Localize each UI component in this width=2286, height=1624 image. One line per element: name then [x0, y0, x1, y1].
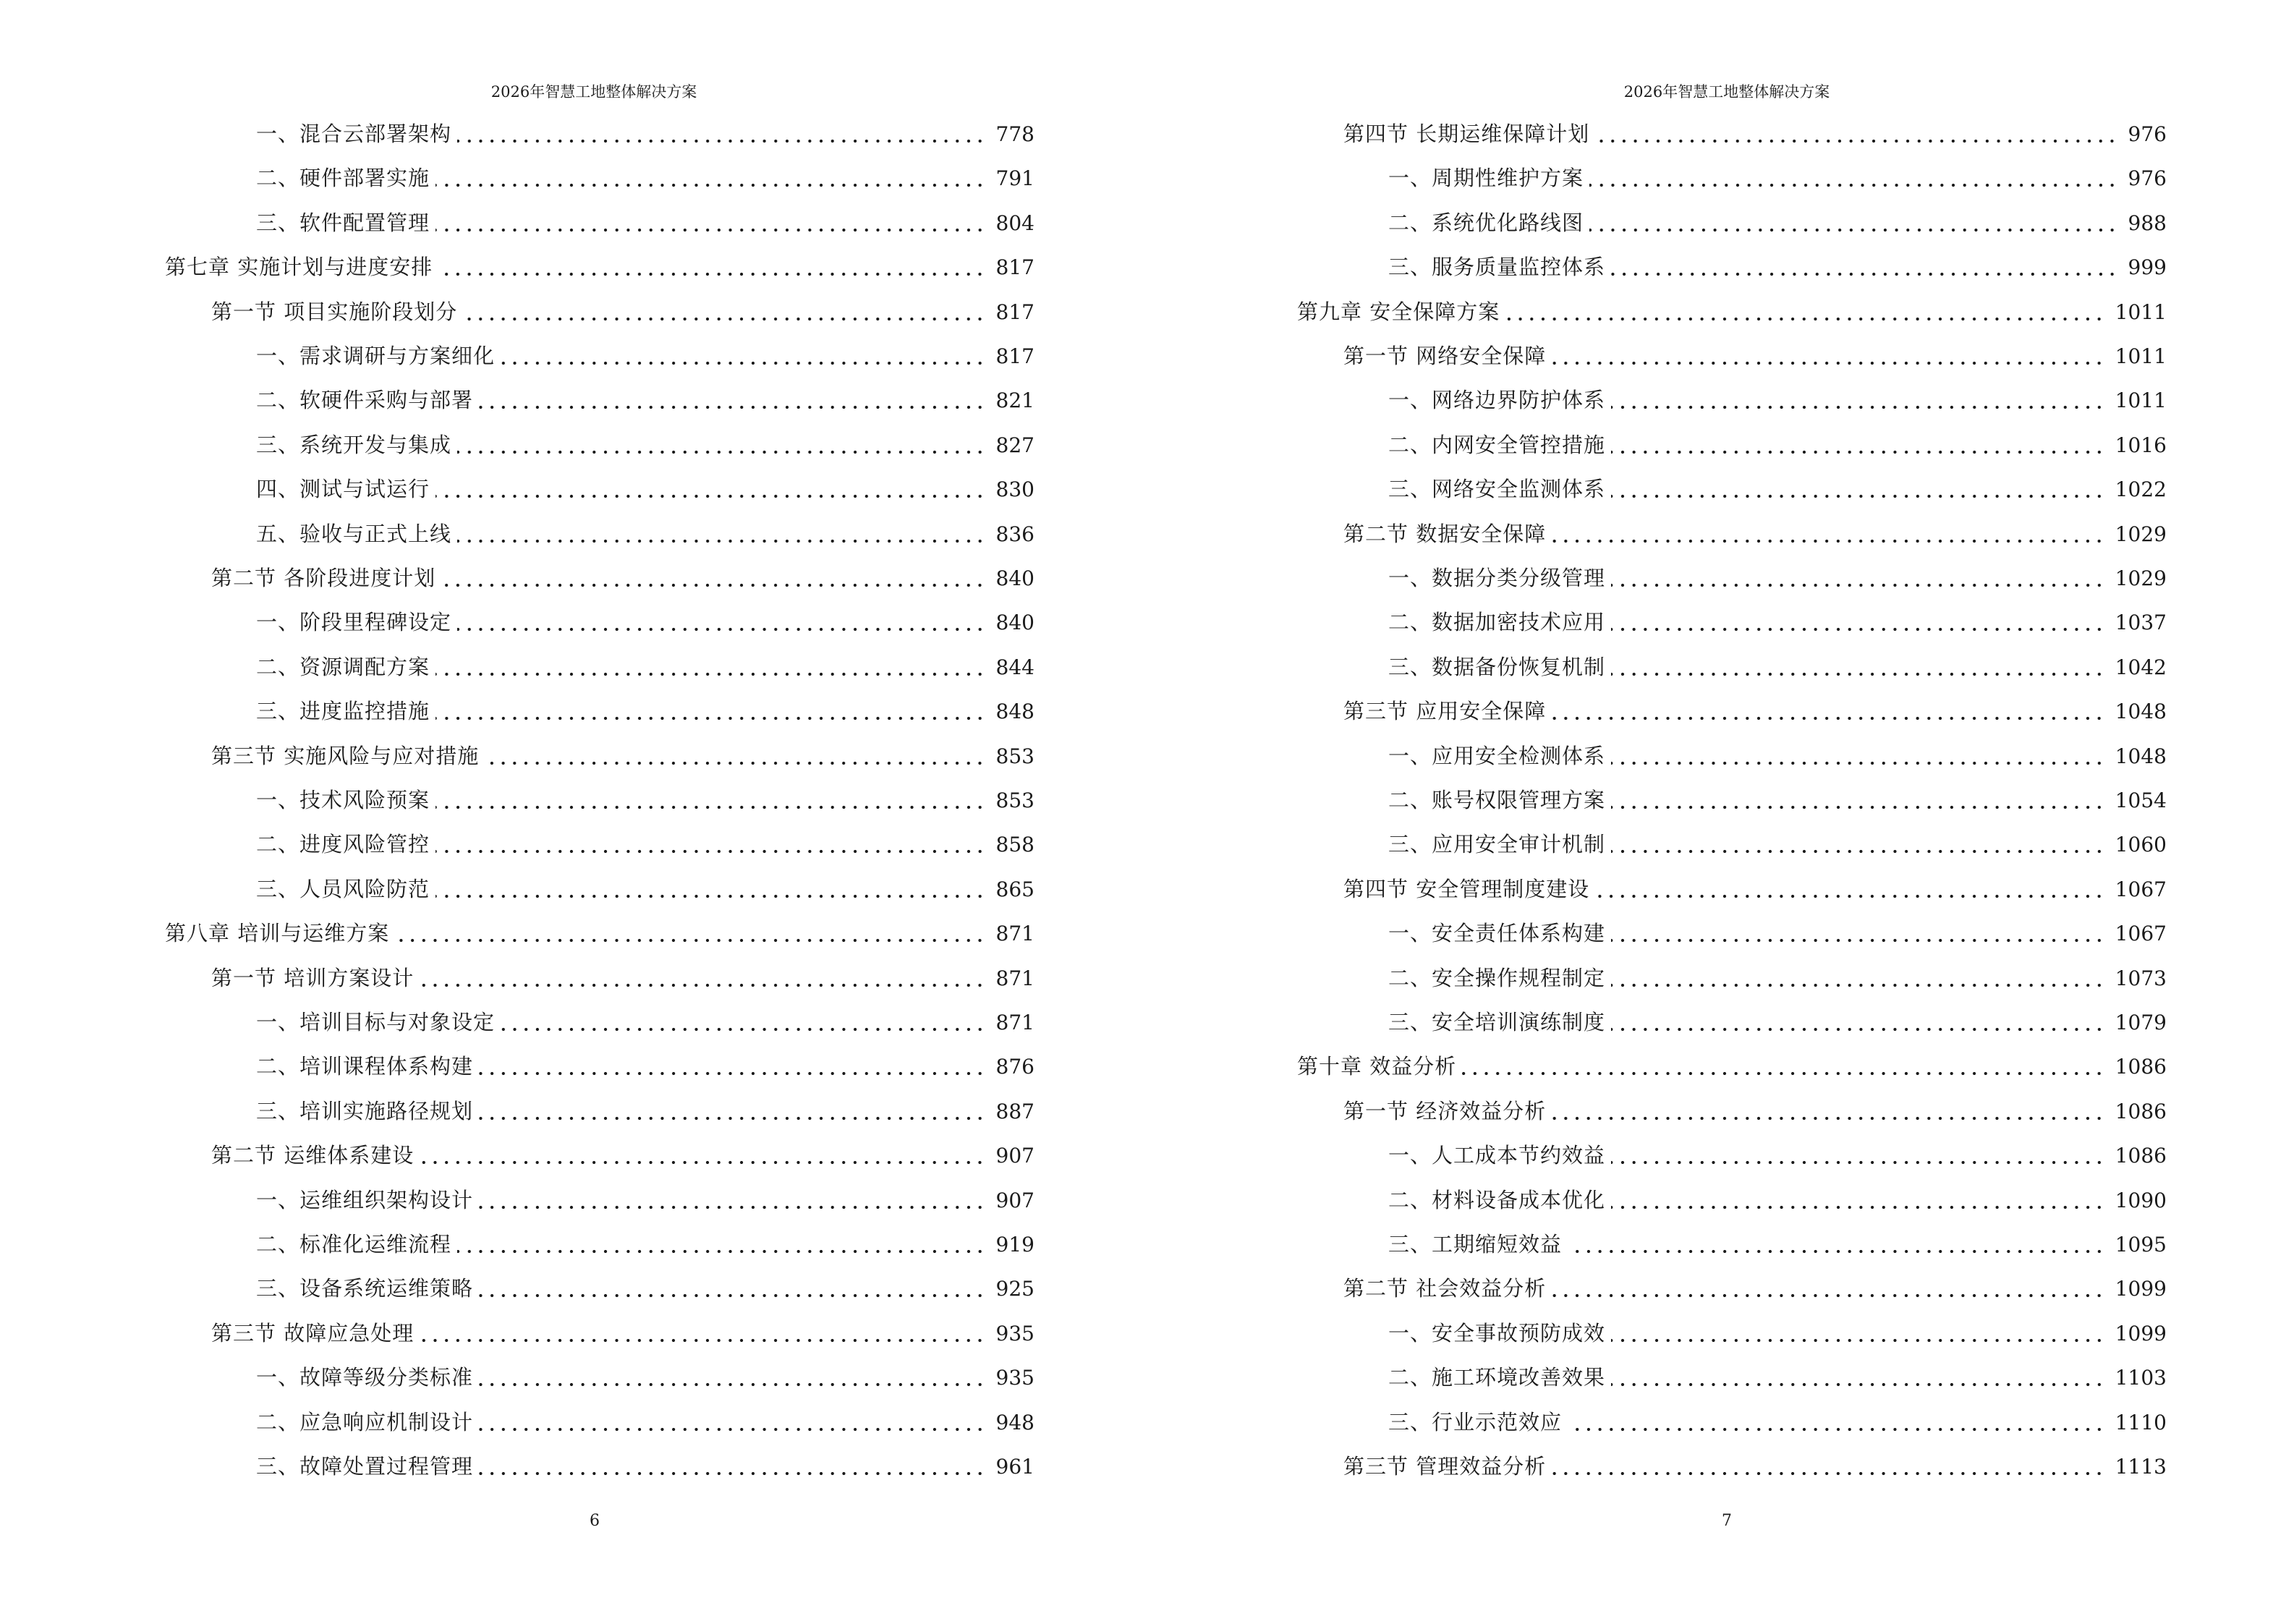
- toc-entry-title: 一、数据分类分级管理: [1388, 566, 1606, 590]
- toc-entry-page-number: 1011: [2115, 299, 2167, 324]
- toc-section-entry[interactable]: [1343, 695, 2167, 727]
- dot-leader: [438, 272, 985, 276]
- toc-entry-title: 第二节 各阶段进度计划: [211, 566, 436, 590]
- dot-leader: [457, 450, 986, 454]
- toc-subsection-entry[interactable]: [1388, 962, 2167, 994]
- dot-leader: [1611, 849, 2105, 854]
- toc-entry-page-number: 821: [995, 388, 1034, 413]
- toc-entry-page-number: 817: [995, 344, 1034, 368]
- toc-entry-title: 第三节 管理效益分析: [1343, 1454, 1547, 1479]
- toc-subsection-entry[interactable]: [256, 1184, 1034, 1216]
- toc-entry-page-number: 1103: [2115, 1366, 2167, 1390]
- dot-leader: [435, 805, 986, 809]
- toc-entry-page-number: 1086: [2115, 1055, 2167, 1079]
- dot-leader: [1611, 1205, 2105, 1210]
- toc-entry-page-number: 1048: [2115, 744, 2167, 768]
- toc-subsection-entry[interactable]: [256, 1272, 1034, 1304]
- dot-leader: [435, 716, 986, 720]
- toc-chapter-entry[interactable]: [1297, 296, 2167, 328]
- toc-entry-title: 第四节 安全管理制度建设: [1343, 876, 1590, 901]
- toc-entry-title: 二、系统优化路线图: [1388, 210, 1584, 235]
- toc-entry-page-number: 1110: [2115, 1410, 2167, 1434]
- toc-entry-page-number: 1029: [2115, 566, 2167, 590]
- dot-leader: [1552, 1293, 2105, 1298]
- toc-subsection-entry[interactable]: [256, 162, 1034, 194]
- toc-entry-page-number: 887: [995, 1099, 1034, 1123]
- toc-entry-title: 二、硬件部署实施: [256, 166, 430, 191]
- toc-subsection-entry[interactable]: [256, 1228, 1034, 1260]
- toc-subsection-entry[interactable]: [256, 207, 1034, 239]
- dot-leader: [435, 672, 986, 676]
- dot-leader: [457, 539, 986, 543]
- dot-leader: [1611, 627, 2105, 632]
- toc-entry-page-number: 948: [995, 1410, 1034, 1434]
- dot-leader: [457, 627, 986, 632]
- toc-subsection-entry[interactable]: [256, 1095, 1034, 1127]
- toc-entry-title: 一、应用安全检测体系: [1388, 743, 1606, 768]
- toc-entry-title: 四、测试与试运行: [256, 477, 430, 502]
- page-number: 6: [590, 1512, 600, 1530]
- dot-leader: [420, 1160, 985, 1165]
- toc-entry-title: 二、标准化运维流程: [256, 1232, 452, 1257]
- dot-leader: [1611, 583, 2105, 587]
- dot-leader: [435, 894, 986, 898]
- dot-leader: [1611, 494, 2105, 498]
- dot-leader: [479, 1427, 986, 1432]
- toc-entry-page-number: 1113: [2115, 1455, 2167, 1479]
- dot-leader: [1611, 1382, 2105, 1387]
- toc-entry-title: 二、应急响应机制设计: [256, 1409, 474, 1434]
- toc-entry-page-number: 1029: [2115, 522, 2167, 546]
- dot-leader: [501, 1027, 986, 1032]
- toc-entry-title: 三、安全培训演练制度: [1388, 1010, 1606, 1034]
- dot-leader: [457, 139, 986, 143]
- dot-leader: [479, 1116, 986, 1121]
- toc-entry-title: 一、人工成本节约效益: [1388, 1143, 1606, 1168]
- dot-leader: [1611, 450, 2105, 454]
- toc-entry-title: 一、技术风险预案: [256, 788, 430, 812]
- dot-leader: [1611, 1160, 2105, 1165]
- toc-subsection-entry[interactable]: [1388, 651, 2167, 683]
- toc-subsection-entry[interactable]: [256, 606, 1034, 638]
- toc-entry-title: 三、数据备份恢复机制: [1388, 654, 1606, 679]
- dot-leader: [1552, 716, 2105, 720]
- toc-entry-title: 一、培训目标与对象设定: [256, 1010, 496, 1034]
- toc-section-entry[interactable]: [1343, 1450, 2167, 1482]
- toc-entry-title: 第七章 实施计划与进度安排: [165, 255, 433, 280]
- toc-entry-page-number: 804: [995, 211, 1034, 235]
- toc-entry-title: 一、运维组织架构设计: [256, 1187, 474, 1212]
- toc-entry-page-number: 1054: [2115, 788, 2167, 812]
- toc-entry-title: 二、资源调配方案: [256, 654, 430, 679]
- dot-leader: [1552, 1116, 2105, 1121]
- toc-entry-page-number: 778: [995, 122, 1034, 146]
- toc-subsection-entry[interactable]: [256, 1450, 1034, 1482]
- toc-subsection-entry[interactable]: [1388, 207, 2167, 239]
- toc-subsection-entry[interactable]: [1388, 784, 2167, 816]
- toc-subsection-entry[interactable]: [256, 1406, 1034, 1438]
- toc-section-entry[interactable]: [1343, 1095, 2167, 1127]
- dot-leader: [1595, 894, 2105, 898]
- toc-entry-title: 二、安全操作规程制定: [1388, 965, 1606, 990]
- toc-entry-title: 一、混合云部署架构: [256, 122, 452, 146]
- toc-entry-title: 二、施工环境改善效果: [1388, 1365, 1606, 1390]
- running-header: 2026年智慧工地整体解决方案: [490, 83, 697, 101]
- toc-subsection-entry[interactable]: [1388, 828, 2167, 860]
- toc-subsection-entry[interactable]: [256, 340, 1034, 372]
- toc-entry-title: 第三节 应用安全保障: [1343, 699, 1547, 724]
- toc-entry-title: 三、服务质量监控体系: [1388, 255, 1606, 280]
- toc-entry-page-number: 1099: [2115, 1321, 2167, 1345]
- toc-subsection-entry[interactable]: [1388, 1406, 2167, 1438]
- toc-subsection-entry[interactable]: [1388, 740, 2167, 772]
- toc-entry-page-number: 907: [995, 1144, 1034, 1168]
- toc-entry-page-number: 1099: [2115, 1277, 2167, 1301]
- toc-entry-page-number: 853: [995, 744, 1034, 768]
- toc-entry-title: 一、阶段里程碑设定: [256, 610, 452, 635]
- toc-entry-title: 第一节 网络安全保障: [1343, 344, 1547, 368]
- toc-entry-page-number: 1086: [2115, 1099, 2167, 1123]
- toc-entry-page-number: 836: [995, 522, 1034, 546]
- toc-entry-title: 第三节 故障应急处理: [211, 1320, 415, 1345]
- toc-section-entry[interactable]: [211, 740, 1034, 772]
- toc-subsection-entry[interactable]: [256, 518, 1034, 550]
- toc-entry-page-number: 935: [995, 1366, 1034, 1390]
- toc-entry-title: 第一节 项目实施阶段划分: [211, 299, 458, 324]
- toc-entry-title: 一、需求调研与方案细化: [256, 344, 496, 368]
- dot-leader: [1552, 1471, 2105, 1476]
- toc-entry-title: 第二节 运维体系建设: [211, 1143, 415, 1168]
- toc-entry-page-number: 961: [995, 1455, 1034, 1479]
- toc-entry-title: 二、材料设备成本优化: [1388, 1187, 1606, 1212]
- dot-leader: [420, 1338, 985, 1343]
- toc-entry-title: 第二节 数据安全保障: [1343, 521, 1547, 546]
- toc-entry-page-number: 976: [2128, 166, 2167, 191]
- toc-list: [1132, 0, 2275, 1624]
- dot-leader: [479, 1382, 986, 1387]
- page-number: 7: [1722, 1512, 1732, 1530]
- dot-leader: [395, 938, 985, 943]
- toc-entry-title: 三、工期缩短效益: [1388, 1232, 1563, 1257]
- dot-leader: [463, 317, 985, 321]
- toc-entry-page-number: 791: [995, 166, 1034, 191]
- toc-entry-page-number: 817: [995, 255, 1034, 280]
- dot-leader: [435, 183, 986, 187]
- toc-entry-page-number: 1060: [2115, 833, 2167, 857]
- toc-subsection-entry[interactable]: [256, 873, 1034, 905]
- toc-entry-page-number: 871: [995, 1011, 1034, 1034]
- toc-page-right: [1132, 0, 2275, 1624]
- toc-subsection-entry[interactable]: [256, 828, 1034, 860]
- toc-subsection-entry[interactable]: [256, 473, 1034, 505]
- toc-entry-page-number: 925: [995, 1277, 1034, 1301]
- toc-section-entry[interactable]: [1343, 873, 2167, 905]
- dot-leader: [1595, 139, 2117, 143]
- dot-leader: [1568, 1249, 2105, 1254]
- dot-leader: [1505, 317, 2105, 321]
- toc-entry-page-number: 907: [995, 1188, 1034, 1212]
- dot-leader: [1611, 983, 2105, 987]
- dot-leader: [1611, 272, 2118, 276]
- dot-leader: [435, 494, 986, 498]
- toc-subsection-entry[interactable]: [1388, 917, 2167, 949]
- toc-entry-page-number: 1011: [2115, 388, 2167, 413]
- toc-entry-title: 二、进度风险管控: [256, 832, 430, 857]
- toc-subsection-entry[interactable]: [1388, 384, 2167, 416]
- toc-entry-page-number: 844: [995, 655, 1034, 679]
- toc-entry-title: 二、培训课程体系构建: [256, 1054, 474, 1079]
- dot-leader: [1552, 361, 2105, 365]
- toc-subsection-entry[interactable]: [1388, 1361, 2167, 1393]
- toc-section-entry[interactable]: [211, 962, 1034, 994]
- toc-entry-page-number: 865: [995, 877, 1034, 901]
- toc-entry-title: 第一节 培训方案设计: [211, 965, 415, 990]
- toc-entry-title: 第二节 社会效益分析: [1343, 1276, 1547, 1301]
- toc-entry-page-number: 1090: [2115, 1188, 2167, 1212]
- toc-entry-page-number: 848: [995, 700, 1034, 724]
- toc-entry-page-number: 1073: [2115, 966, 2167, 990]
- toc-subsection-entry[interactable]: [1388, 1139, 2167, 1171]
- toc-entry-page-number: 853: [995, 788, 1034, 812]
- toc-subsection-entry[interactable]: [256, 784, 1034, 816]
- dot-leader: [1552, 539, 2105, 543]
- toc-subsection-entry[interactable]: [256, 429, 1034, 461]
- toc-subsection-entry[interactable]: [256, 1050, 1034, 1082]
- toc-entry-title: 二、软硬件采购与部署: [256, 388, 474, 413]
- dot-leader: [479, 1071, 986, 1076]
- toc-entry-page-number: 1042: [2115, 655, 2167, 679]
- toc-subsection-entry[interactable]: [1388, 251, 2167, 283]
- dot-leader: [1611, 1338, 2105, 1343]
- toc-entry-title: 一、故障等级分类标准: [256, 1365, 474, 1390]
- toc-entry-page-number: 1067: [2115, 922, 2167, 946]
- toc-entry-page-number: 1079: [2115, 1011, 2167, 1034]
- toc-entry-page-number: 919: [995, 1233, 1034, 1257]
- dot-leader: [479, 1293, 986, 1298]
- toc-subsection-entry[interactable]: [1388, 1006, 2167, 1038]
- toc-subsection-entry[interactable]: [256, 118, 1034, 150]
- toc-entry-title: 五、验收与正式上线: [256, 521, 452, 546]
- toc-subsection-entry[interactable]: [1388, 606, 2167, 638]
- toc-section-entry[interactable]: [1343, 340, 2167, 372]
- toc-entry-title: 第九章 安全保障方案: [1297, 299, 1500, 324]
- toc-entry-page-number: 876: [995, 1055, 1034, 1079]
- toc-entry-title: 三、软件配置管理: [256, 210, 430, 235]
- dot-leader: [1568, 1427, 2105, 1432]
- toc-entry-title: 三、设备系统运维策略: [256, 1276, 474, 1301]
- toc-subsection-entry[interactable]: [256, 1006, 1034, 1038]
- toc-subsection-entry[interactable]: [1388, 1317, 2167, 1349]
- toc-subsection-entry[interactable]: [1388, 162, 2167, 194]
- toc-entry-title: 一、网络边界防护体系: [1388, 388, 1606, 413]
- toc-subsection-entry[interactable]: [1388, 473, 2167, 505]
- dot-leader: [479, 1471, 986, 1476]
- toc-subsection-entry[interactable]: [1388, 1228, 2167, 1260]
- toc-chapter-entry[interactable]: [165, 251, 1034, 283]
- toc-entry-title: 第三节 实施风险与应对措施: [211, 743, 480, 768]
- toc-entry-page-number: 871: [995, 922, 1034, 946]
- toc-entry-page-number: 988: [2128, 211, 2167, 235]
- toc-entry-title: 三、应用安全审计机制: [1388, 832, 1606, 857]
- dot-leader: [1462, 1071, 2105, 1076]
- toc-subsection-entry[interactable]: [256, 1361, 1034, 1393]
- toc-entry-page-number: 840: [995, 566, 1034, 590]
- toc-subsection-entry[interactable]: [1388, 429, 2167, 461]
- dot-leader: [1611, 1027, 2105, 1032]
- dot-leader: [457, 1249, 986, 1254]
- toc-section-entry[interactable]: [211, 1139, 1034, 1171]
- toc-entry-title: 二、账号权限管理方案: [1388, 788, 1606, 812]
- toc-entry-page-number: 976: [2128, 122, 2167, 146]
- toc-section-entry[interactable]: [1343, 1272, 2167, 1304]
- toc-section-entry[interactable]: [1343, 518, 2167, 550]
- toc-entry-title: 二、数据加密技术应用: [1388, 610, 1606, 635]
- toc-entry-page-number: 1067: [2115, 877, 2167, 901]
- dot-leader: [1611, 805, 2105, 809]
- toc-entry-page-number: 871: [995, 966, 1034, 990]
- dot-leader: [1611, 672, 2105, 676]
- dot-leader: [1611, 938, 2105, 943]
- toc-entry-title: 三、培训实施路径规划: [256, 1098, 474, 1123]
- toc-chapter-entry[interactable]: [165, 917, 1034, 949]
- toc-entry-page-number: 1011: [2115, 344, 2167, 368]
- toc-entry-page-number: 830: [995, 477, 1034, 502]
- toc-entry-page-number: 858: [995, 833, 1034, 857]
- dot-leader: [435, 849, 986, 854]
- toc-entry-title: 第四节 长期运维保障计划: [1343, 122, 1590, 146]
- dot-leader: [435, 228, 986, 232]
- toc-section-entry[interactable]: [1343, 118, 2167, 150]
- toc-entry-title: 三、系统开发与集成: [256, 432, 452, 457]
- dot-leader: [441, 583, 985, 587]
- toc-entry-title: 第八章 培训与运维方案: [165, 921, 390, 946]
- toc-entry-page-number: 935: [995, 1321, 1034, 1345]
- toc-subsection-entry[interactable]: [256, 384, 1034, 416]
- dot-leader: [479, 405, 986, 409]
- toc-entry-page-number: 817: [995, 299, 1034, 324]
- dot-leader: [1611, 761, 2105, 765]
- dot-leader: [420, 983, 985, 987]
- dot-leader: [485, 761, 985, 765]
- toc-entry-title: 第一节 经济效益分析: [1343, 1098, 1547, 1123]
- toc-entry-title: 一、安全责任体系构建: [1388, 921, 1606, 946]
- toc-entry-page-number: 1016: [2115, 433, 2167, 457]
- toc-entry-title: 一、安全事故预防成效: [1388, 1320, 1606, 1345]
- toc-entry-page-number: 1048: [2115, 700, 2167, 724]
- toc-entry-title: 三、人员风险防范: [256, 876, 430, 901]
- toc-section-entry[interactable]: [211, 562, 1034, 594]
- dot-leader: [1589, 228, 2118, 232]
- toc-entry-page-number: 840: [995, 611, 1034, 635]
- dot-leader: [1611, 405, 2105, 409]
- toc-subsection-entry[interactable]: [256, 651, 1034, 683]
- dot-leader: [1589, 183, 2118, 187]
- toc-entry-title: 三、进度监控措施: [256, 699, 430, 724]
- dot-leader: [501, 361, 986, 365]
- toc-entry-page-number: 1037: [2115, 611, 2167, 635]
- toc-entry-title: 三、故障处置过程管理: [256, 1454, 474, 1479]
- toc-subsection-entry[interactable]: [256, 695, 1034, 727]
- toc-subsection-entry[interactable]: [1388, 1184, 2167, 1216]
- toc-entry-page-number: 827: [995, 433, 1034, 457]
- toc-entry-title: 第十章 效益分析: [1297, 1054, 1457, 1079]
- toc-entry-title: 三、行业示范效应: [1388, 1409, 1563, 1434]
- toc-entry-title: 三、网络安全监测体系: [1388, 477, 1606, 502]
- toc-entry-title: 一、周期性维护方案: [1388, 166, 1584, 191]
- toc-entry-page-number: 1095: [2115, 1233, 2167, 1257]
- toc-section-entry[interactable]: [211, 296, 1034, 328]
- toc-chapter-entry[interactable]: [1297, 1050, 2167, 1082]
- running-header: 2026年智慧工地整体解决方案: [1623, 83, 1830, 101]
- toc-entry-page-number: 999: [2128, 255, 2167, 280]
- toc-entry-page-number: 1022: [2115, 477, 2167, 502]
- toc-entry-page-number: 1086: [2115, 1144, 2167, 1168]
- dot-leader: [479, 1205, 986, 1210]
- toc-section-entry[interactable]: [211, 1317, 1034, 1349]
- toc-entry-title: 二、内网安全管控措施: [1388, 432, 1606, 457]
- toc-subsection-entry[interactable]: [1388, 562, 2167, 594]
